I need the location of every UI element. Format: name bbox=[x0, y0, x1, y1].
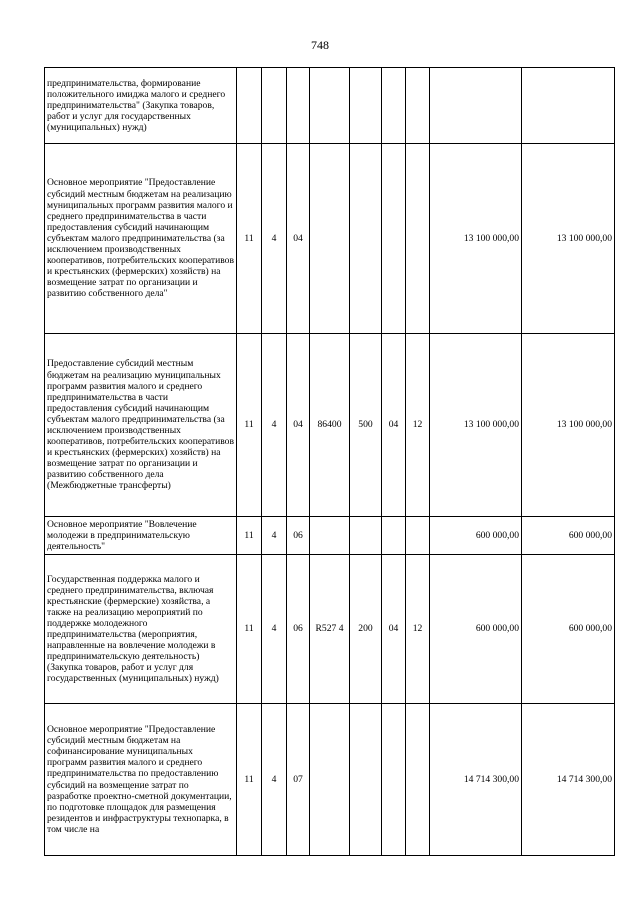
cell-code bbox=[350, 517, 382, 555]
cell-amount: 13 100 000,00 bbox=[522, 144, 615, 334]
table-row bbox=[45, 144, 615, 334]
cell-code: 11 bbox=[237, 704, 262, 856]
cell-code bbox=[406, 517, 430, 555]
cell-code: 11 bbox=[237, 144, 262, 334]
cell-amount bbox=[522, 68, 615, 144]
cell-code: 86400 bbox=[310, 334, 350, 517]
table-row bbox=[45, 704, 615, 856]
page-number: 748 bbox=[311, 38, 329, 52]
cell-code bbox=[406, 68, 430, 144]
table-row bbox=[45, 555, 615, 704]
cell-amount: 600 000,00 bbox=[522, 555, 615, 704]
cell-code bbox=[310, 144, 350, 334]
cell-code: 11 bbox=[237, 517, 262, 555]
cell-code: 04 bbox=[287, 144, 310, 334]
cell-code bbox=[350, 144, 382, 334]
cell-code: 4 bbox=[262, 555, 287, 704]
cell-amount: 600 000,00 bbox=[430, 517, 522, 555]
cell-code bbox=[382, 68, 406, 144]
cell-amount: 14 714 300,00 bbox=[522, 704, 615, 856]
row-name: предпринимательства, формирование положительного имиджа малого и среднего предпринимательства" (Закупка товаров, работ и услуг для государственных (муниципальных) нужд) bbox=[45, 68, 237, 144]
cell-amount: 600 000,00 bbox=[522, 517, 615, 555]
cell-code bbox=[406, 144, 430, 334]
cell-code: 04 bbox=[382, 334, 406, 517]
cell-amount: 13 100 000,00 bbox=[430, 334, 522, 517]
cell-amount: 600 000,00 bbox=[430, 555, 522, 704]
table-row bbox=[45, 334, 615, 517]
cell-amount: 14 714 300,00 bbox=[430, 704, 522, 856]
cell-code: 4 bbox=[262, 144, 287, 334]
cell-code: 4 bbox=[262, 517, 287, 555]
cell-code: R527 4 bbox=[310, 555, 350, 704]
cell-code: 04 bbox=[382, 555, 406, 704]
row-name: Основное мероприятие "Вовлечение молодежи в предпринимательскую деятельность" bbox=[45, 517, 237, 555]
cell-code: 4 bbox=[262, 334, 287, 517]
cell-amount: 13 100 000,00 bbox=[522, 334, 615, 517]
cell-code bbox=[382, 517, 406, 555]
row-name: Основное мероприятие "Предоставление субсидий местным бюджетам на софинансирование муниципальных программ развития малого и среднего предпринимательства по предоставлению субсидий на возмещение затрат по разработке проектно-сметной документации, по подготовке площадок для размещения резидентов и инфраструктуры технопарка, в том числе на bbox=[45, 704, 237, 856]
row-name: Основное мероприятие "Предоставление субсидий местным бюджетам на реализацию муниципальных программ развития малого и среднего предпринимательства в части предоставления субсидий начинающим субъектам малого предпринимательства (за исключением производственных кооперативов, потребительских кооперативов и крестьянских (фермерских) хозяйств) на возмещение затрат по организации и развитию собственного дела" bbox=[45, 144, 237, 334]
cell-code bbox=[310, 517, 350, 555]
table-row bbox=[45, 517, 615, 555]
cell-code: 4 bbox=[262, 704, 287, 856]
cell-code bbox=[350, 68, 382, 144]
cell-code bbox=[287, 68, 310, 144]
budget-table bbox=[44, 67, 615, 856]
cell-code bbox=[382, 144, 406, 334]
cell-code bbox=[262, 68, 287, 144]
cell-code: 06 bbox=[287, 555, 310, 704]
table-row bbox=[45, 68, 615, 144]
cell-code bbox=[406, 704, 430, 856]
cell-code: 12 bbox=[406, 334, 430, 517]
cell-code bbox=[310, 68, 350, 144]
cell-code: 11 bbox=[237, 555, 262, 704]
cell-code: 200 bbox=[350, 555, 382, 704]
cell-code bbox=[382, 704, 406, 856]
cell-code: 500 bbox=[350, 334, 382, 517]
cell-code bbox=[237, 68, 262, 144]
row-name: Государственная поддержка малого и среднего предпринимательства, включая крестьянские (фермерские) хозяйства, а также на реализацию мероприятий по поддержке молодежного предпринимательства (мероприятия, направленные на вовлечение молодежи в предпринимательскую деятельность) (Закупка товаров, работ и услуг для государственных (муниципальных) нужд) bbox=[45, 555, 237, 704]
row-name: Предоставление субсидий местным бюджетам на реализацию муниципальных программ развития малого и среднего предпринимательства в части предоставления субсидий начинающим субъектам малого предпринимательства (за исключением производственных кооперативов, потребительских кооперативов и крестьянских (фермерских) хозяйств) на возмещение затрат по организации и развитию собственного дела (Межбюджетные трансферты) bbox=[45, 334, 237, 517]
cell-code: 07 bbox=[287, 704, 310, 856]
cell-code: 04 bbox=[287, 334, 310, 517]
cell-code: 12 bbox=[406, 555, 430, 704]
cell-amount bbox=[430, 68, 522, 144]
cell-amount: 13 100 000,00 bbox=[430, 144, 522, 334]
cell-code: 06 bbox=[287, 517, 310, 555]
cell-code bbox=[310, 704, 350, 856]
cell-code: 11 bbox=[237, 334, 262, 517]
cell-code bbox=[350, 704, 382, 856]
